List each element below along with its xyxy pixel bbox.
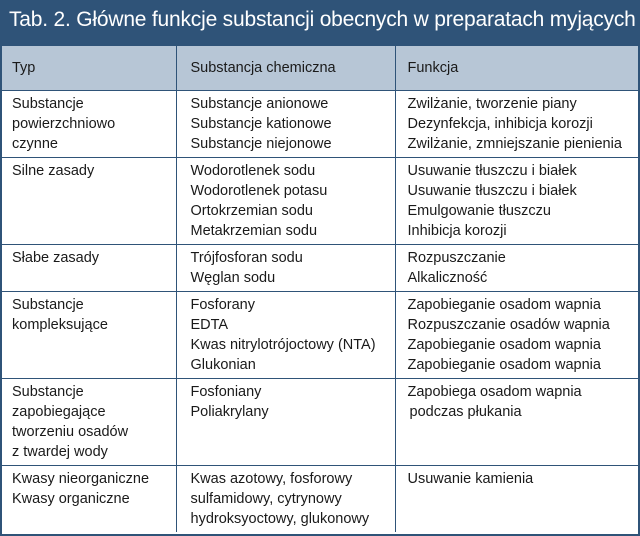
cell-line: zapobiegające (12, 404, 106, 420)
type-cell (2, 466, 176, 533)
cell-line: Kwasy nieorganiczne (12, 471, 150, 487)
functions-table (2, 46, 638, 532)
cell-line: z twardej wody (12, 444, 108, 460)
cell-line: Poliakrylany (190, 404, 269, 420)
table-row (2, 292, 638, 379)
cell-line: Alkaliczność (407, 270, 488, 286)
type-cell (2, 379, 176, 466)
table-container (0, 46, 640, 536)
function-cell (395, 292, 638, 379)
table-row (2, 245, 638, 292)
type-cell (2, 292, 176, 379)
header-function: Funkcja (395, 46, 638, 91)
function-cell (395, 245, 638, 292)
function-cell (395, 158, 638, 245)
type-cell (2, 158, 176, 245)
table-row (2, 379, 638, 466)
substance-cell (176, 379, 395, 466)
cell-line: EDTA (190, 317, 229, 333)
cell-line: Dezynfekcja, inhibicja korozji (407, 116, 593, 132)
cell-line: Substancje anionowe (190, 96, 329, 112)
cell-line: Fosfoniany (190, 384, 262, 400)
cell-line: Kwas nitrylotrójoctowy (NTA) (190, 337, 376, 353)
cell-line: Substancje (12, 96, 84, 112)
cell-line: Wodorotlenek sodu (190, 163, 316, 179)
cell-line: hydroksyoctowy, glukonowy (190, 511, 370, 527)
substance-cell (176, 466, 395, 533)
cell-line: Wodorotlenek potasu (190, 183, 328, 199)
cell-line: sulfamidowy, cytrynowy (190, 491, 342, 507)
cell-line: powierzchniowo (12, 116, 116, 132)
cell-line: Usuwanie kamienia (407, 471, 534, 487)
cell-line: Zapobieganie osadom wapnia (407, 337, 601, 353)
function-cell (395, 466, 638, 533)
type-cell (2, 91, 176, 158)
type-cell (2, 245, 176, 292)
cell-line: Zwilżanie, zmniejszanie pienienia (407, 136, 622, 152)
function-cell (395, 379, 638, 466)
cell-line: Węglan sodu (190, 270, 276, 286)
header-substance: Substancja chemiczna (176, 46, 395, 91)
cell-line: Rozpuszczanie (407, 250, 506, 266)
substance-cell (176, 91, 395, 158)
cell-line: Usuwanie tłuszczu i białek (407, 163, 577, 179)
table-title: Tab. 2. Główne funkcje substancji obecnych w preparatach myjących (0, 0, 640, 46)
header-row (2, 46, 638, 91)
cell-line: czynne (12, 136, 58, 152)
cell-line: Glukonian (190, 357, 256, 373)
cell-line: Substancje niejonowe (190, 136, 332, 152)
cell-line: Inhibicja korozji (407, 223, 507, 239)
cell-line: Substancje kationowe (190, 116, 332, 132)
cell-line: Substancje (12, 384, 84, 400)
cell-line: Kwas azotowy, fosforowy (190, 471, 353, 487)
cell-line: Fosforany (190, 297, 255, 313)
function-cell (395, 91, 638, 158)
cell-line: Substancje (12, 297, 84, 313)
cell-line: Trójfosforan sodu (190, 250, 303, 266)
substance-cell (176, 245, 395, 292)
cell-line: Zapobieganie osadom wapnia (407, 357, 601, 373)
cell-line: Zwilżanie, tworzenie piany (407, 96, 577, 112)
table-row (2, 466, 638, 533)
cell-line: kompleksujące (12, 317, 108, 333)
cell-line: Ortokrzemian sodu (190, 203, 313, 219)
cell-line: Emulgowanie tłuszczu (407, 203, 551, 219)
cell-line: Zapobiega osadom wapnia (407, 384, 582, 400)
cell-line: tworzeniu osadów (12, 424, 129, 440)
cell-line: Słabe zasady (12, 250, 100, 266)
cell-line: podczas płukania (409, 404, 522, 420)
cell-line: Silne zasady (12, 163, 95, 179)
substance-cell (176, 158, 395, 245)
cell-line: Usuwanie tłuszczu i białek (407, 183, 577, 199)
cell-line: Metakrzemian sodu (190, 223, 318, 239)
table-body (2, 91, 638, 533)
substance-cell (176, 292, 395, 379)
cell-line: Kwasy organiczne (12, 491, 130, 507)
cell-line: Zapobieganie osadom wapnia (407, 297, 601, 313)
cell-line: Rozpuszczanie osadów wapnia (407, 317, 610, 333)
table-row (2, 91, 638, 158)
table-row (2, 158, 638, 245)
header-type: Typ (2, 46, 176, 91)
